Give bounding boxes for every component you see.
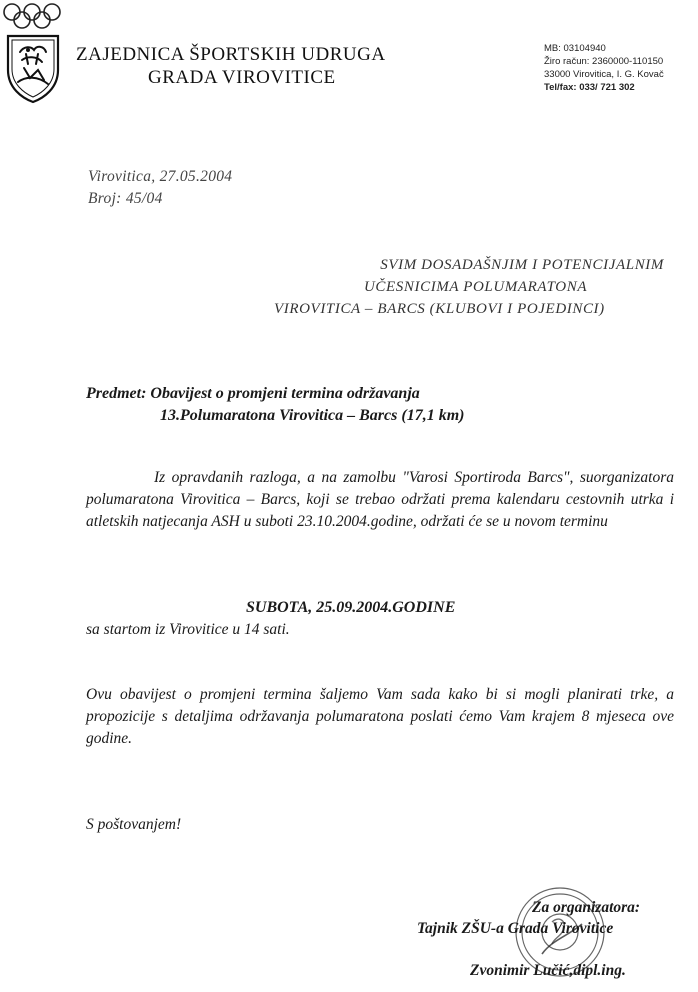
subject-line1: Predmet: Obavijest o promjeni termina održavanja [86, 385, 420, 402]
body-paragraph-2: Ovu obavijest o promjeni termina šaljemo Vam sada kako bi si mogli planirati trke, a propozicije s detaljima održavanja polumaratona poslati ćemo Vam krajem 8 mjeseca ove godine. [86, 686, 674, 747]
salutation: S poštovanjem! [86, 816, 182, 833]
place-date: Virovitica, 27.05.2004 [88, 168, 233, 185]
coat-of-arms-icon [4, 32, 62, 104]
contact-mb: MB: 03104940 [544, 43, 606, 54]
signature-name: Zvonimir Lučić,dipl.ing. [470, 962, 626, 979]
contact-account: Žiro račun: 2360000-110150 [544, 56, 664, 67]
start-line: sa startom iz Virovitice u 14 sati. [86, 621, 290, 638]
contact-telfax: Tel/fax: 033/ 721 302 [544, 82, 635, 93]
document-number: Broj: 45/04 [88, 190, 163, 207]
contact-address: 33000 Virovitica, I. G. Kovač [544, 69, 664, 80]
org-name-line1: ZAJEDNICA ŠPORTSKIH UDRUGA [76, 44, 386, 65]
recipient-line1: SVIM DOSADAŠNJIM I POTENCIJALNIM [380, 257, 664, 273]
new-date: SUBOTA, 25.09.2004.GODINE [246, 599, 456, 616]
olympic-rings-icon [2, 2, 64, 30]
recipient-line2: UČESNICIMA POLUMARATONA [364, 279, 588, 295]
signature-role: Tajnik ZŠU-a Grada Virovitice [417, 920, 614, 937]
org-name-line2: GRADA VIROVITICE [148, 67, 336, 88]
contact-block [544, 42, 698, 94]
signature-title: Za organizatora: [532, 899, 641, 916]
subject-line2: 13.Polumaratona Virovitica – Barcs (17,1 km) [160, 407, 465, 424]
recipient-block [250, 255, 670, 319]
body-paragraph-1: Iz opravdanih razloga, a na zamolbu "Varosi Sportiroda Barcs", suorganizatora polumaratona Virovitica – Barcs, koji se trebao održati prema kalendaru cestovnih utrka i atletskih natjecanja ASH u suboti 23.10.2004.godine, održati će se u novom terminu [86, 469, 674, 530]
recipient-line3: VIROVITICA – BARCS (KLUBOVI I POJEDINCI) [274, 301, 605, 317]
